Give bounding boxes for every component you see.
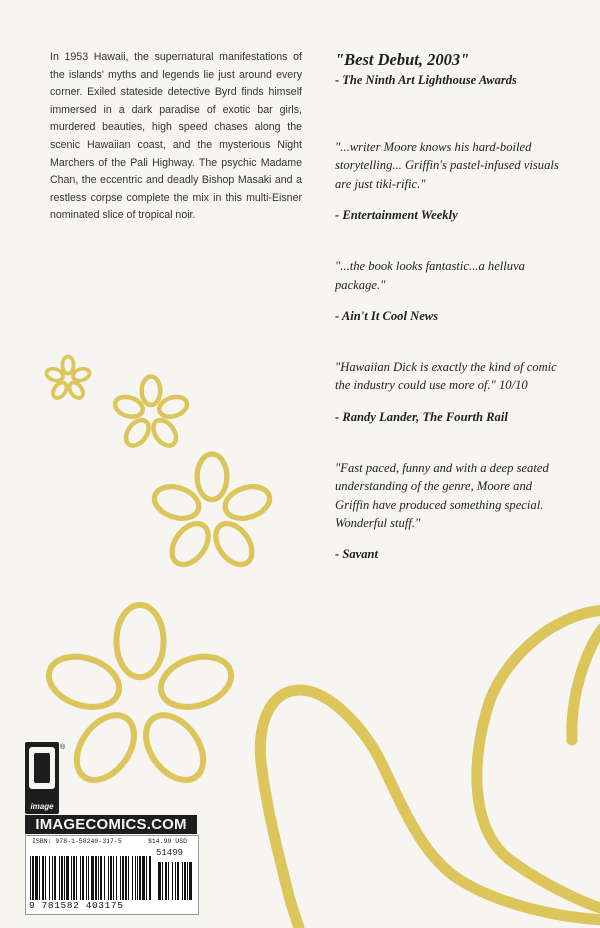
barcode-bar xyxy=(30,856,31,900)
image-comics-logo xyxy=(25,742,59,814)
publisher-url: IMAGECOMICS.COM xyxy=(25,815,197,834)
addon-bar xyxy=(168,862,169,900)
barcode-bar xyxy=(49,856,50,900)
barcode-bar xyxy=(98,856,99,900)
barcode-bar xyxy=(73,856,75,900)
flower-giant-petal-outer xyxy=(572,625,600,740)
addon-bar xyxy=(187,862,188,900)
addon-bar xyxy=(165,862,167,900)
barcode-bar xyxy=(52,856,53,900)
barcode-bar xyxy=(146,856,147,900)
logo-text: image xyxy=(30,802,54,811)
flower-giant-curve xyxy=(260,690,300,928)
barcode-bar xyxy=(128,856,129,900)
barcode-bar xyxy=(91,856,94,900)
barcode-bar xyxy=(39,856,40,900)
barcode-bar xyxy=(88,856,89,900)
barcode-bar xyxy=(110,856,112,900)
barcode-bars xyxy=(29,856,195,904)
barcode-block xyxy=(25,835,199,915)
barcode-bar xyxy=(45,856,46,900)
barcode-addon: 51499 xyxy=(156,848,184,858)
flower-medium xyxy=(150,454,273,571)
quote-text-3: "Hawaiian Dick is exactly the kind of comic the industry could use more of." 10/10 xyxy=(335,360,557,393)
addon-bar xyxy=(182,862,183,900)
barcode-bar xyxy=(125,856,127,900)
barcode-bar xyxy=(76,856,77,900)
flower-giant-petal xyxy=(477,610,600,910)
barcode-bar xyxy=(32,856,34,900)
barcode-bar xyxy=(142,856,145,900)
barcode-bar xyxy=(122,856,124,900)
barcode-bar xyxy=(108,856,109,900)
barcode-bar xyxy=(113,856,114,900)
quote-source-3: - Randy Lander, The Fourth Rail xyxy=(335,409,508,424)
quote-source-1: - Entertainment Weekly xyxy=(335,208,458,223)
barcode-bar xyxy=(71,856,72,900)
barcode-bar xyxy=(132,856,133,900)
barcode-bar xyxy=(80,856,81,900)
review-quotes xyxy=(335,50,563,562)
quote-source-2: - Ain't It Cool News xyxy=(335,309,439,324)
barcode-bar xyxy=(95,856,97,900)
addon-bar xyxy=(172,862,173,900)
barcode-bar xyxy=(139,856,141,900)
isbn-number: ISBN: 978-1-58240-317-5 xyxy=(32,838,122,845)
price-label: $14.99 USD xyxy=(148,838,188,845)
barcode-digits: 9 781582 403175 xyxy=(29,900,124,911)
addon-bar xyxy=(189,862,192,900)
barcode-bar xyxy=(64,856,65,900)
registered-mark: ® xyxy=(60,744,66,751)
barcode-bar xyxy=(86,856,87,900)
barcode-bar xyxy=(120,856,121,900)
barcode-bar xyxy=(135,856,136,900)
barcode-bar xyxy=(42,856,44,900)
addon-bar xyxy=(175,862,176,900)
quote-text-2: "...the book looks fantastic...a helluva package." xyxy=(335,259,525,292)
addon-bar xyxy=(162,862,163,900)
barcode-bar xyxy=(35,856,38,900)
barcode-bar xyxy=(137,856,138,900)
barcode-bar xyxy=(82,856,84,900)
barcode-bar xyxy=(104,856,105,900)
award-title: "Best Debut, 2003" xyxy=(335,50,470,69)
addon-bar xyxy=(158,862,161,900)
barcode-bar xyxy=(61,856,63,900)
quote-text-4: "Fast paced, funny and with a deep seated understanding of the genre, Moore and Griffin have produced something special. Wonderful stuff." xyxy=(335,460,549,531)
quote-text-1: "...writer Moore knows his hard-boiled storytelling... Griffin's pastel-infused visuals are just tiki-rific." xyxy=(335,140,559,191)
addon-bar xyxy=(177,862,179,900)
flower-large xyxy=(42,605,237,791)
barcode-bar xyxy=(149,856,151,900)
award-source: - The Ninth Art Lighthouse Awards xyxy=(335,73,517,87)
flower-small-1 xyxy=(45,357,91,401)
synopsis-text: In 1953 Hawaii, the supernatural manifestations of the islands' myths and legends lie just around every corner. Exiled stateside detective Byrd finds himself immersed in a dark paradise of exotic bar girls, murdered beauties, high speed chases along the scenic Hawaiian coast, and the mysterious Night Marchers of the Pali Highway. The psychic Madame Chan, the eccentric and deadly Bishop Masaki and a restless corpse complete the mix in this multi-Eisner nominated slice of tropical noir. xyxy=(50,51,302,222)
barcode-bar xyxy=(54,856,56,900)
barcode-bar xyxy=(116,856,117,900)
addon-bar xyxy=(184,862,186,900)
barcode-bar xyxy=(100,856,102,900)
barcode-bar xyxy=(66,856,69,900)
flower-giant-stem xyxy=(300,690,600,920)
flower-small-2 xyxy=(112,377,189,450)
barcode-bar xyxy=(59,856,60,900)
quote-source-4: - Savant xyxy=(335,547,379,562)
